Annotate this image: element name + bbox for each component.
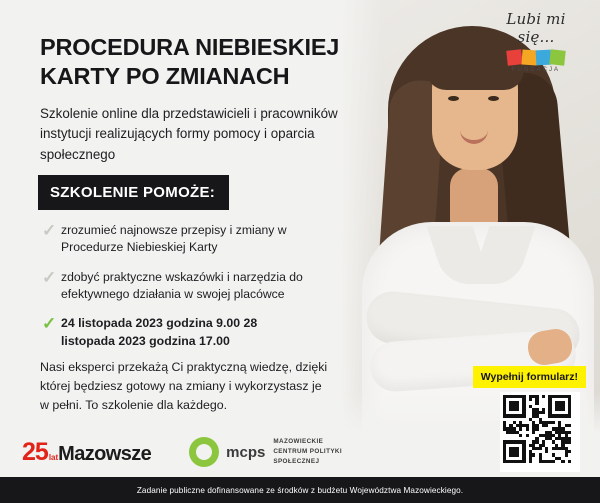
photo-eye-left — [448, 96, 459, 101]
list-item-dates — [42, 315, 312, 350]
mcps-full-name — [273, 437, 342, 466]
check-icon: ✓ — [42, 267, 57, 287]
qr-code[interactable] — [500, 392, 580, 472]
closing-paragraph: Nasi eksperci przekażą Ci praktyczną wiedzę, dzięki której będziesz gotowy na zmiany i wykorzystasz je w pełni. To szkolenie dla każdego. — [40, 360, 328, 413]
page-subtitle: Szkolenie online dla przedstawicieli i pracowników instytucji realizujących formy pomocy i oparcia społecznego — [40, 106, 338, 162]
funding-disclaimer: Zadanie publiczne dofinansowane ze środków z budżetu Województwa Mazowieckiego. — [0, 477, 600, 503]
foundation-logo-subtitle: FUNDACJA — [511, 67, 560, 73]
fill-form-button[interactable]: Wypełnij formularz! — [473, 366, 586, 388]
list-item-label: zdobyć praktyczne wskazówki i narzędzia do efektywnego działania w swojej placówce — [61, 269, 303, 301]
mazowsze-superscript: lat — [48, 452, 59, 462]
photo-eye-right — [488, 96, 499, 101]
list-item — [42, 222, 312, 257]
mcps-logo — [189, 437, 342, 467]
mcps-line-2: CENTRUM POLITYKI — [273, 448, 343, 456]
footer-logos — [22, 437, 342, 467]
section-heading-badge: SZKOLENIE POMOŻE: — [38, 175, 229, 210]
foundation-logo — [486, 10, 586, 73]
mazowsze-logo — [22, 438, 151, 467]
check-icon: ✓ — [42, 221, 57, 240]
check-icon: ✓ — [42, 314, 57, 334]
list-item-label: zrozumieć najnowsze przepisy i zmiany w Procedurze Niebieskiej Karty — [61, 223, 287, 255]
mazowsze-number: 25 — [22, 437, 48, 466]
mcps-line-3: SPOŁECZNEJ — [273, 457, 320, 465]
benefits-list — [42, 222, 312, 362]
mcps-name: mcps — [226, 443, 266, 461]
list-item — [42, 269, 312, 304]
foundation-logo-script: Lubi mi się... — [506, 10, 566, 46]
mazowsze-word: Mazowsze — [58, 442, 152, 465]
mcps-mark-icon — [189, 437, 219, 467]
list-item-label: 24 listopada 2023 godzina 9.00 28 listopada 2023 godzina 17.00 — [61, 316, 258, 348]
page-title: PROCEDURA NIEBIESKIEJ KARTY PO ZMIANACH — [40, 34, 340, 89]
foundation-logo-squares-icon — [507, 48, 565, 66]
mcps-line-1: MAZOWIECKIE — [273, 438, 324, 446]
